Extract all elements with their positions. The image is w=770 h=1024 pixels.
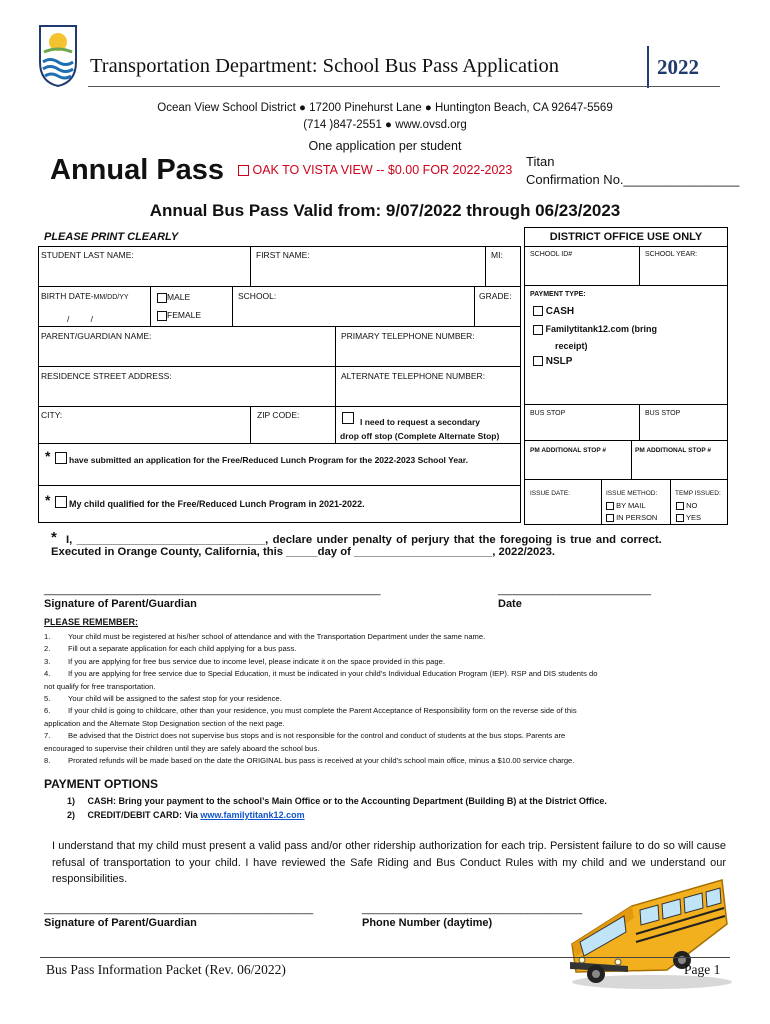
bus-stop-field-2[interactable] — [639, 404, 728, 441]
remember-item-number: 2. — [44, 644, 51, 654]
annual-pass-label: Annual Pass — [50, 154, 225, 186]
phone-number-line[interactable]: ____________________________________ — [362, 903, 583, 915]
signature-line[interactable]: _______________________________________________________ — [44, 584, 381, 596]
payment-option-2-text: CREDIT/DEBIT CARD: Via — [87, 810, 201, 820]
payment-option-2 — [67, 810, 305, 820]
birth-date-slashes: / / — [67, 314, 93, 324]
lunch-submitted-text: have submitted an application for the Free/Reduced Lunch Program for the 2022-2023 School Year. — [69, 455, 468, 465]
remember-item-text: Your child will be assigned to the safest stop for your residence. — [68, 694, 282, 704]
nslp-checkbox[interactable] — [533, 356, 543, 366]
alternate-phone-field[interactable] — [335, 366, 521, 407]
remember-item-text: Fill out a separate application for each child applying for a bus pass. — [68, 644, 297, 654]
issue-method-field — [601, 479, 671, 525]
grade-field[interactable] — [474, 286, 521, 327]
familytitan-link[interactable]: www.familytitank12.com — [200, 810, 305, 820]
title-underline — [88, 86, 720, 87]
residence-address-field[interactable] — [38, 366, 336, 407]
temp-yes-label: YES — [685, 513, 701, 522]
school-id-label: SCHOOL ID# — [530, 251, 573, 258]
zip-code-field[interactable] — [250, 406, 336, 444]
temp-issued-label: TEMP ISSUED: — [675, 490, 721, 497]
pm-stop-field-2[interactable] — [631, 440, 728, 480]
page-year: 2022 — [657, 55, 699, 79]
district-contact: (714 )847-2551 ● www.ovsd.org — [303, 119, 467, 131]
remember-item-text: If you are applying for free service due to Special Education, it must be indicated in your child’s Individual Education Program (IEP). RSP and DIS students do — [68, 669, 598, 679]
male-checkbox[interactable] — [157, 293, 167, 303]
alternate-phone-label: ALTERNATE TELEPHONE NUMBER: — [341, 371, 486, 381]
cash-label: CASH — [545, 306, 575, 317]
remember-item-number: 8. — [44, 756, 51, 766]
declaration-line-2: Executed in Orange County, California, this _____day of ______________________, 2022/2023. — [51, 546, 556, 558]
female-label: FEMALE — [167, 310, 202, 320]
school-year-field[interactable] — [639, 246, 728, 286]
by-mail-option[interactable] — [606, 501, 646, 510]
declaration-star: * — [51, 529, 57, 546]
remember-item-number: 4. — [44, 669, 51, 679]
title-divider — [647, 46, 649, 88]
payment-option-1 — [67, 796, 607, 806]
signature-label: Signature of Parent/Guardian — [44, 598, 197, 610]
secondary-stop-field — [335, 406, 521, 444]
guardian-signature-line[interactable]: ____________________________________________ — [44, 903, 314, 915]
remember-item-number: 5. — [44, 694, 51, 704]
by-mail-checkbox[interactable] — [606, 502, 614, 510]
remember-item-number: 3. — [44, 656, 51, 666]
lunch-submitted-field — [38, 443, 521, 486]
temp-issued-field — [670, 479, 728, 525]
nslp-label: NSLP — [545, 356, 573, 367]
parent-name-label: PARENT/GUARDIAN NAME: — [41, 331, 152, 341]
in-person-option[interactable] — [606, 513, 657, 522]
remember-item-text: If your child is going to childcare, other than your residence, you must complete the Parent Acceptance of Responsibility form on the reverse side of this — [68, 706, 577, 716]
cash-checkbox[interactable] — [533, 306, 543, 316]
school-id-field[interactable] — [524, 246, 640, 286]
in-person-checkbox[interactable] — [606, 514, 614, 522]
temp-yes-option[interactable] — [676, 513, 701, 522]
remember-item — [44, 631, 734, 643]
female-option[interactable] — [157, 310, 201, 321]
familytitan-label: Familytitank12.com (bring — [545, 324, 658, 334]
payment-type-label: PAYMENT TYPE: — [530, 291, 586, 298]
payment-option-1-text: CASH: Bring your payment to the school’s Main Office or to the Accounting Department (Building B) at the District Office. — [87, 796, 607, 806]
understanding-statement: I understand that my child must present a valid pass and/or other ridership authorization for each trip. Persistent failure to do so will cause refusal of transportation to your child. I have reviewed the Safe Riding and Bus Conduct Rules with my child and we understand our responsibilities. — [52, 840, 726, 885]
confirmation-number[interactable]: Confirmation No.________________ — [526, 172, 740, 187]
temp-no-checkbox[interactable] — [676, 502, 684, 510]
payment-cash-option[interactable] — [533, 306, 574, 317]
page-title: Transportation Department: School Bus Pass Application — [90, 55, 560, 77]
zip-code-label: ZIP CODE: — [257, 410, 300, 420]
remember-item-text: Be advised that the District does not supervise bus stops and is not responsible for the control and conduct of students at the bus stops. Parents are — [68, 731, 566, 741]
remember-item — [44, 668, 734, 680]
bus-stop-label-2: BUS STOP — [645, 410, 681, 417]
lunch-qualified-checkbox[interactable] — [55, 496, 67, 508]
residence-address-label: RESIDENCE STREET ADDRESS: — [41, 371, 172, 381]
lunch-submitted-star: * — [45, 448, 51, 464]
remember-item — [44, 755, 734, 767]
payment-option-2-num: 2) — [67, 810, 76, 820]
first-name-label: FIRST NAME: — [256, 250, 310, 260]
bus-stop-label-1: BUS STOP — [530, 410, 566, 417]
remember-title: PLEASE REMEMBER: — [44, 617, 139, 627]
temp-no-option[interactable] — [676, 501, 697, 510]
one-application-note: One application per student — [308, 139, 462, 153]
pm-stop-label-1: PM ADDITIONAL STOP # — [530, 447, 606, 454]
primary-phone-label: PRIMARY TELEPHONE NUMBER: — [341, 331, 475, 341]
issue-date-label: ISSUE DATE: — [530, 490, 570, 497]
secondary-stop-label-b: drop off stop (Complete Alternate Stop) — [340, 431, 500, 441]
remember-item-continuation: not qualify for free transportation. — [44, 681, 156, 691]
parent-name-field[interactable] — [38, 326, 336, 367]
school-label: SCHOOL: — [238, 291, 277, 301]
mi-field[interactable] — [485, 246, 521, 287]
pass-option-text: OAK TO VISTA VIEW -- $0.00 FOR 2022-2023 — [252, 163, 513, 177]
male-label: MALE — [167, 292, 191, 302]
receipt-label: receipt) — [555, 341, 588, 351]
lunch-qualified-text: My child qualified for the Free/Reduced Lunch Program in 2021-2022. — [69, 499, 365, 509]
pass-option[interactable] — [238, 163, 512, 177]
secondary-stop-label-a: I need to request a secondary — [360, 417, 480, 427]
birth-date-field[interactable] — [38, 286, 151, 327]
remember-item-continuation: application and the Alternate Stop Designation section of the next page. — [44, 718, 285, 728]
pm-stop-field-1[interactable] — [524, 440, 632, 480]
remember-item-text: Your child must be registered at his/her school of attendance and with the Transportation Department under the same name. — [68, 632, 486, 641]
issue-date-field[interactable] — [524, 479, 602, 525]
pass-valid-dates: Annual Bus Pass Valid from: 9/07/2022 through 06/23/2023 — [149, 201, 621, 220]
date-line[interactable]: _________________________ — [498, 584, 651, 596]
lunch-submitted-checkbox[interactable] — [55, 452, 67, 464]
remember-item — [44, 705, 734, 717]
payment-option-1-num: 1) — [67, 796, 76, 806]
city-label: CITY: — [41, 410, 63, 420]
office-use-title: DISTRICT OFFICE USE ONLY — [549, 231, 703, 243]
office-use-header — [524, 227, 728, 247]
student-last-name-field[interactable] — [38, 246, 251, 287]
district-address: Ocean View School District ● 17200 Pinehurst Lane ● Huntington Beach, CA 92647-5569 — [157, 102, 613, 114]
issue-method-label: ISSUE METHOD: — [606, 490, 658, 497]
remember-item-text: If you are applying for free bus service due to income level, please indicate it on the space provided in this page. — [68, 656, 445, 666]
school-year-label: SCHOOL YEAR: — [645, 251, 698, 258]
titan-label: Titan — [526, 154, 555, 169]
birth-date-label: BIRTH DATE-MM/DD/YY — [41, 291, 129, 301]
primary-phone-field[interactable] — [335, 326, 521, 367]
guardian-signature-label: Signature of Parent/Guardian — [44, 917, 197, 929]
mi-label: MI: — [491, 250, 503, 260]
gender-field — [150, 286, 233, 327]
remember-item — [44, 656, 734, 668]
date-label: Date — [498, 598, 522, 610]
student-last-name-label: STUDENT LAST NAME: — [41, 250, 134, 260]
remember-list — [44, 631, 734, 767]
city-field[interactable] — [38, 406, 251, 444]
remember-item-number: 7. — [44, 731, 51, 741]
footer-rule — [40, 957, 730, 958]
remember-item-number: 6. — [44, 706, 51, 716]
remember-item-number: 1. — [44, 632, 51, 641]
familytitan-checkbox[interactable] — [533, 325, 543, 335]
payment-familytitan-option[interactable] — [533, 324, 657, 335]
pm-stop-label-2: PM ADDITIONAL STOP # — [635, 447, 711, 454]
grade-label: GRADE: — [479, 291, 512, 301]
remember-item — [44, 693, 734, 705]
declaration-line-1: I, ______________________________, declare under penalty of perjury that the foregoing is true and correct. — [66, 534, 662, 546]
secondary-stop-checkbox[interactable] — [342, 412, 354, 424]
school-field[interactable] — [232, 286, 475, 327]
bus-stop-field-1[interactable] — [524, 404, 640, 441]
lunch-qualified-star: * — [45, 492, 51, 508]
payment-options-title: PAYMENT OPTIONS — [44, 777, 159, 791]
male-option[interactable] — [157, 292, 190, 303]
payment-nslp-option[interactable] — [533, 356, 572, 367]
remember-item-continuation: encouraged to supervise their children until they are safely aboard the school bus. — [44, 743, 320, 753]
temp-no-label: NO — [686, 501, 698, 510]
temp-yes-checkbox[interactable] — [676, 514, 684, 522]
footer-left: Bus Pass Information Packet (Rev. 06/2022) — [46, 962, 286, 977]
footer-page-number: Page 1 — [684, 962, 721, 977]
remember-item-text: Prorated refunds will be made based on the date the ORIGINAL bus pass is received at your child’s school main office, minus a $10.00 service charge. — [68, 756, 575, 766]
payment-type-field — [524, 285, 728, 405]
first-name-field[interactable] — [250, 246, 486, 287]
lunch-qualified-field — [38, 485, 521, 523]
female-checkbox[interactable] — [157, 311, 167, 321]
phone-number-label: Phone Number (daytime) — [362, 917, 493, 929]
pass-option-checkbox[interactable] — [238, 165, 249, 176]
district-logo — [36, 22, 80, 88]
by-mail-label: BY MAIL — [616, 501, 646, 510]
remember-item — [44, 730, 734, 742]
remember-item — [44, 643, 734, 655]
print-clearly-note: PLEASE PRINT CLEARLY — [44, 231, 179, 243]
in-person-label: IN PERSON — [616, 513, 658, 522]
